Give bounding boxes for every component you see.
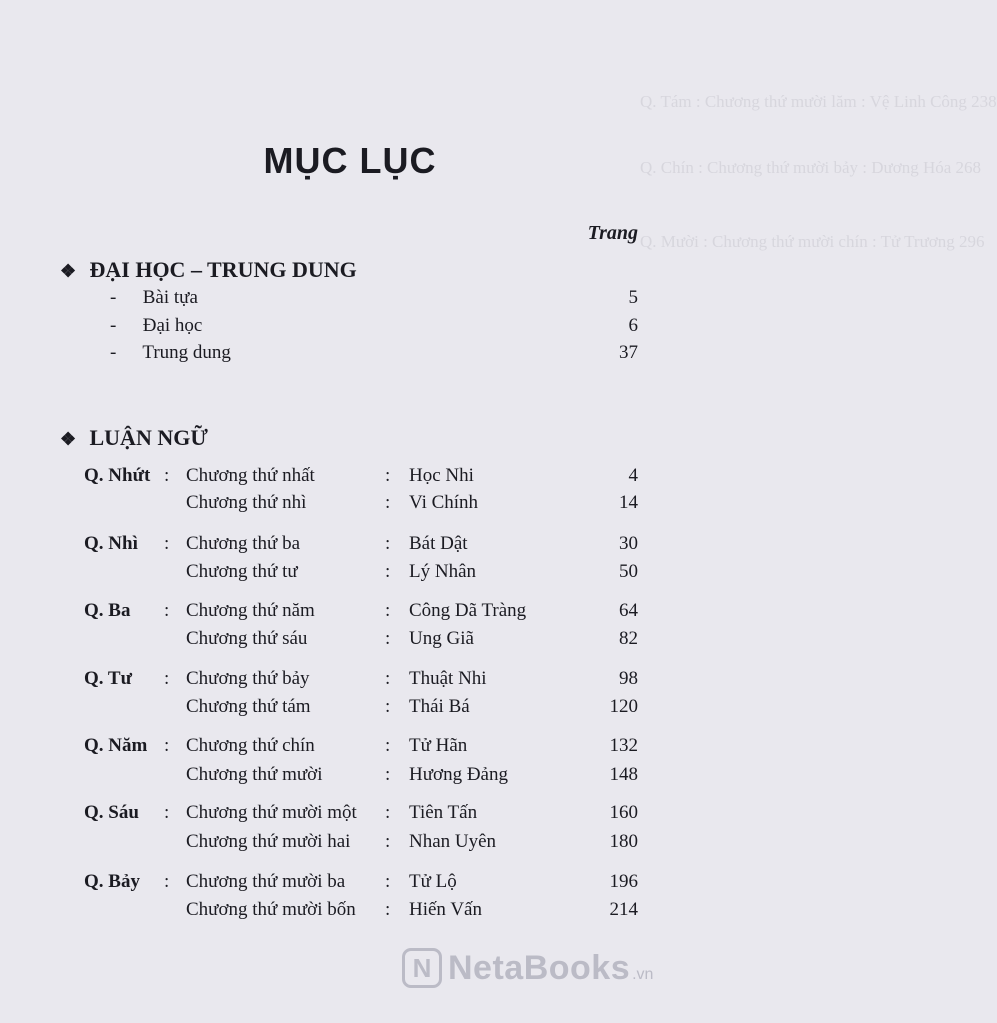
page-number: 214 xyxy=(609,899,638,920)
page-number: 180 xyxy=(609,831,638,852)
list-item xyxy=(110,342,231,364)
page-number: 132 xyxy=(609,735,638,756)
chapter-title: Chương thứ mười ba xyxy=(186,871,346,892)
separator-colon: : xyxy=(385,899,391,920)
separator-colon: : xyxy=(164,533,170,554)
diamond-bullet-icon: ❖ xyxy=(60,429,77,449)
chapter-title: Chương thứ chín xyxy=(186,735,315,756)
chapter-title: Chương thứ nhất xyxy=(186,465,315,486)
separator-colon: : xyxy=(164,802,170,823)
page-column-header: Trang xyxy=(587,222,638,244)
volume-label: Q. Nhứt xyxy=(84,465,151,486)
chapter-title: Chương thứ năm xyxy=(186,600,315,621)
separator-colon: : xyxy=(385,871,391,892)
page-number: 14 xyxy=(619,492,638,513)
separator-colon: : xyxy=(385,533,391,554)
separator-colon: : xyxy=(164,735,170,756)
separator-colon: : xyxy=(385,764,391,785)
page-number: 120 xyxy=(609,696,638,717)
chapter-title: Chương thứ mười xyxy=(186,764,323,785)
separator-colon: : xyxy=(164,668,170,689)
separator-colon: : xyxy=(385,668,391,689)
separator-colon: : xyxy=(385,465,391,486)
dash-bullet: - xyxy=(110,315,117,336)
chapter-name: Ung Giã xyxy=(409,628,474,649)
volume-label: Q. Tư xyxy=(84,668,133,689)
dash-bullet: - xyxy=(110,287,117,308)
item-label: Đại học xyxy=(142,315,203,336)
dash-bullet: - xyxy=(110,342,117,363)
chapter-title: Chương thứ mười một xyxy=(186,802,357,823)
section-heading-text: ĐẠI HỌC – TRUNG DUNG xyxy=(89,257,357,282)
chapter-name: Lý Nhân xyxy=(409,561,477,582)
chapter-title: Chương thứ tư xyxy=(186,561,298,582)
chapter-name: Học Nhi xyxy=(409,465,474,486)
separator-colon: : xyxy=(164,871,170,892)
separator-colon: : xyxy=(385,831,391,852)
watermark-logo xyxy=(402,948,653,988)
page-number: 82 xyxy=(619,628,638,649)
diamond-bullet-icon: ❖ xyxy=(60,261,77,281)
chapter-name: Hương Đảng xyxy=(409,764,508,785)
volume-label: Q. Năm xyxy=(84,735,148,756)
separator-colon: : xyxy=(385,802,391,823)
page-number: 6 xyxy=(628,315,638,336)
list-item xyxy=(110,287,198,309)
separator-colon: : xyxy=(164,465,170,486)
chapter-title: Chương thứ tám xyxy=(186,696,311,717)
page-number: 64 xyxy=(619,600,638,621)
chapter-name: Tử Lộ xyxy=(409,871,457,892)
page-number: 196 xyxy=(609,871,638,892)
volume-label: Q. Bảy xyxy=(84,871,140,892)
volume-label: Q. Nhì xyxy=(84,533,138,554)
chapter-name: Thái Bá xyxy=(409,696,470,717)
chapter-name: Thuật Nhi xyxy=(409,668,487,689)
chapter-title: Chương thứ bảy xyxy=(186,668,310,689)
separator-colon: : xyxy=(385,600,391,621)
logo-mark-icon: N xyxy=(402,948,442,988)
page-number: 98 xyxy=(619,668,638,689)
bleed-through-text: Q. Tám : Chương thứ mười lăm : Vệ Linh Công 238 Q. Chín : Chương thứ mười bảy : Dương Hóa 268 Q. Mười : Chương thứ mười chín : Tử Trương 296 xyxy=(640,92,997,251)
logo-wordmark: NetaBooks xyxy=(448,948,631,987)
section-heading-luan-ngu xyxy=(60,425,208,451)
logo-tld: .vn xyxy=(632,966,654,983)
chapter-name: Hiến Vấn xyxy=(409,899,482,920)
page-number: 37 xyxy=(619,342,638,363)
separator-colon: : xyxy=(385,735,391,756)
chapter-title: Chương thứ mười bốn xyxy=(186,899,356,920)
separator-colon: : xyxy=(385,628,391,649)
page-title: MỤC LỤC xyxy=(263,140,437,181)
page-number: 148 xyxy=(609,764,638,785)
page-number: 5 xyxy=(628,287,638,308)
chapter-name: Tử Hãn xyxy=(409,735,468,756)
chapter-title: Chương thứ sáu xyxy=(186,628,308,649)
chapter-title: Chương thứ ba xyxy=(186,533,301,554)
separator-colon: : xyxy=(385,696,391,717)
section-heading-text: LUẬN NGỮ xyxy=(89,425,208,450)
list-item xyxy=(110,315,202,337)
chapter-name: Công Dã Tràng xyxy=(409,600,527,621)
page-number: 30 xyxy=(619,533,638,554)
separator-colon: : xyxy=(385,561,391,582)
chapter-title: Chương thứ mười hai xyxy=(186,831,351,852)
section-heading-dai-hoc xyxy=(60,257,357,283)
page-number: 4 xyxy=(628,465,638,486)
item-label: Bài tựa xyxy=(142,287,198,308)
page-number: 160 xyxy=(609,802,638,823)
chapter-name: Tiên Tấn xyxy=(409,802,478,823)
item-label: Trung dung xyxy=(142,342,231,363)
page-number: 50 xyxy=(619,561,638,582)
chapter-title: Chương thứ nhì xyxy=(186,492,307,513)
volume-label: Q. Sáu xyxy=(84,802,139,823)
chapter-name: Vi Chính xyxy=(409,492,479,513)
volume-label: Q. Ba xyxy=(84,600,131,621)
separator-colon: : xyxy=(385,492,391,513)
separator-colon: : xyxy=(164,600,170,621)
chapter-name: Nhan Uyên xyxy=(409,831,497,852)
chapter-name: Bát Dật xyxy=(409,533,468,554)
